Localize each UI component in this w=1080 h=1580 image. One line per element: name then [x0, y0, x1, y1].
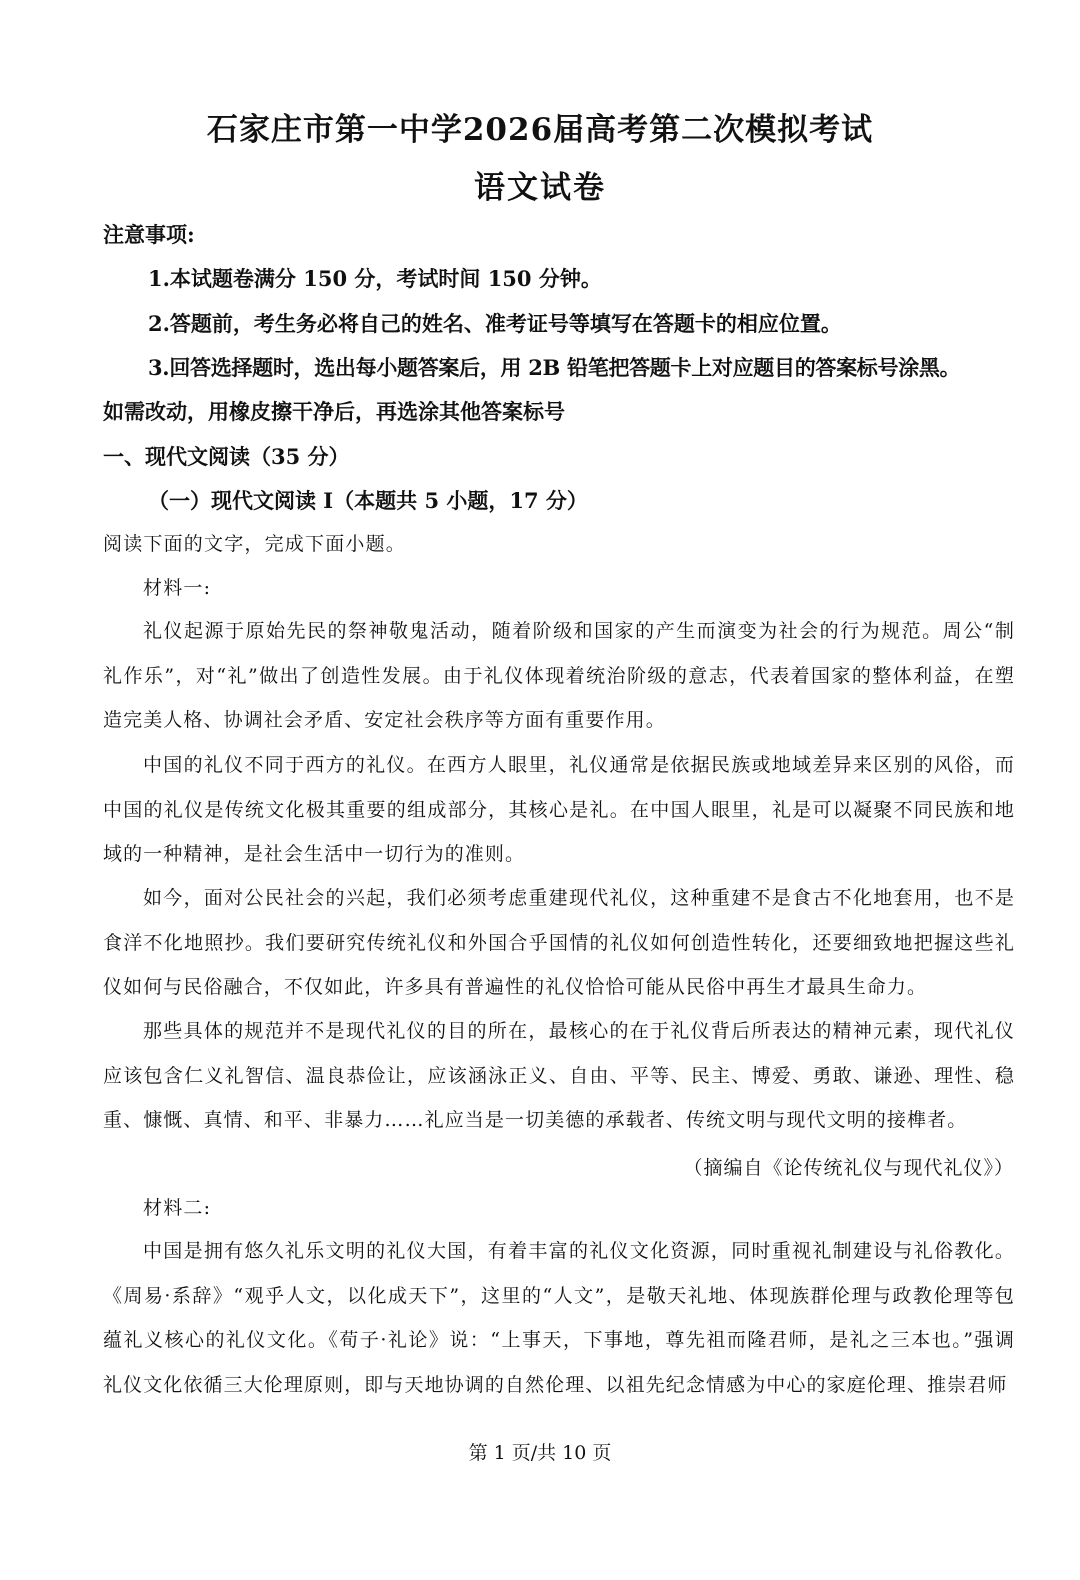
material-1-paragraph-1: 礼仪起源于原始先民的祭神敬鬼活动，随着阶级和国家的产生而演变为社会的行为规范。周公“制礼作乐”，对“礼”做出了创造性发展。由于礼仪体现着统治阶级的意志，代表着国家的整体利益，在塑造完美人格、协调社会矛盾、安定社会秩序等方面有重要作用。: [103, 620, 1015, 731]
section-title: 一、现代文阅读（35 分）: [103, 444, 350, 469]
page-footer: 第 1 页/共 10 页: [468, 1442, 612, 1464]
notice-item-3-line-2: 如需改动，用橡皮擦干净后，再选涂其他答案标号: [103, 399, 565, 424]
exam-subtitle: 语文试卷: [474, 170, 606, 206]
material-1-label: 材料一:: [143, 577, 212, 599]
material-2-paragraph-1: 中国是拥有悠久礼乐文明的礼仪大国，有着丰富的礼仪文化资源，同时重视礼制建设与礼俗教化。《周易·系辞》“观乎人文，以化成天下”，这里的“人文”，是敬天礼地、体现族群伦理与政教伦理等包蕴礼义核心的礼仪文化。《荀子·礼论》说：“上事天，下事地，尊先祖而隆君师，是礼之三本也。”强调礼仪文化依循三大伦理原则，即与天地协调的自然伦理、以祖先纪念情感为中心的家庭伦理、推崇君师: [103, 1240, 1015, 1396]
material-1-paragraph-2: 中国的礼仪不同于西方的礼仪。在西方人眼里，礼仪通常是依据民族或地域差异来区别的风俗，而中国的礼仪是传统文化极其重要的组成部分，其核心是礼。在中国人眼里，礼是可以凝聚不同民族和地域的一种精神，是社会生活中一切行为的准则。: [103, 754, 1015, 865]
material-1-source: （摘编自《论传统礼仪与现代礼仪》）: [683, 1157, 1014, 1179]
exam-title: 石家庄市第一中学2026届高考第二次模拟考试: [206, 112, 874, 148]
material-1-paragraph-3: 如今，面对公民社会的兴起，我们必须考虑重建现代礼仪，这种重建不是食古不化地套用，也不是食洋不化地照抄。我们要研究传统礼仪和外国合乎国情的礼仪如何创造性转化，还要细致地把握这些礼仪如何与民俗融合，不仅如此，许多具有普遍性的礼仪恰恰可能从民俗中再生才最具生命力。: [103, 887, 1015, 998]
notice-item-2: 2.答题前，考生务必将自己的姓名、准考证号等填写在答题卡的相应位置。: [148, 311, 842, 336]
reading-instruction: 阅读下面的文字，完成下面小题。: [103, 533, 407, 555]
notice-item-1: 1.本试题卷满分 150 分，考试时间 150 分钟。: [148, 266, 602, 291]
section-subtitle: （一）现代文阅读 I（本题共 5 小题，17 分）: [148, 488, 588, 513]
material-1-paragraph-4: 那些具体的规范并不是现代礼仪的目的所在，最核心的在于礼仪背后所表达的精神元素，现代礼仪应该包含仁义礼智信、温良恭俭让，应该涵泳正义、自由、平等、民主、博爱、勇敢、谦逊、理性、稳重、慷慨、真情、和平、非暴力……礼应当是一切美德的承载者、传统文明与现代文明的接榫者。: [103, 1020, 1015, 1131]
notice-item-3-line-1: 3.回答选择题时，选出每小题答案后，用 2B 铅笔把答题卡上对应题目的答案标号涂黑。: [148, 355, 961, 380]
notice-heading: 注意事项:: [103, 222, 195, 247]
material-2-label: 材料二:: [143, 1197, 212, 1219]
